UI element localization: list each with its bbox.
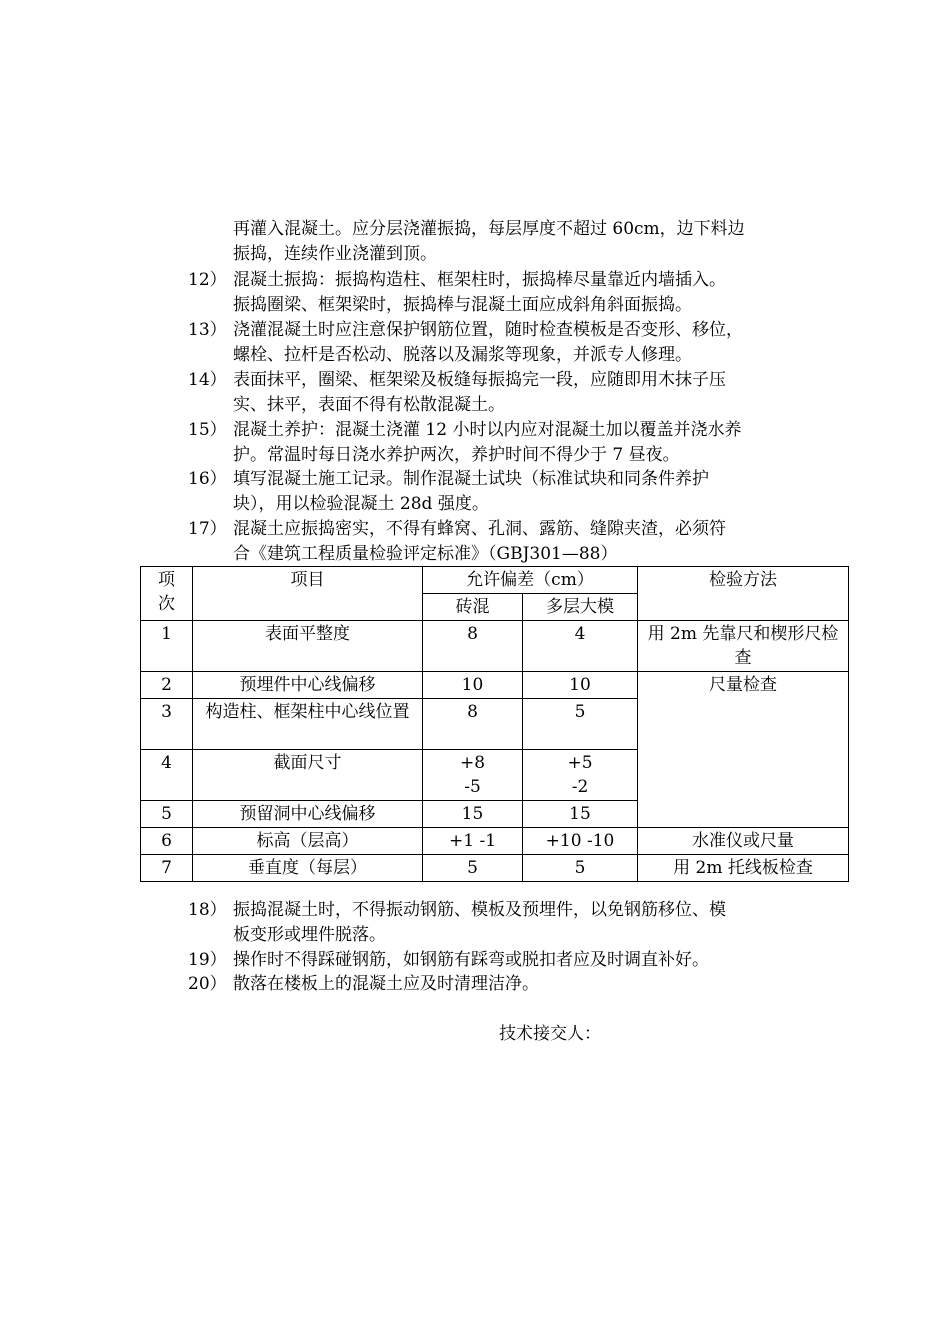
row-3-brick: 8 — [423, 699, 523, 750]
row-5-item: 预留洞中心线偏移 — [193, 801, 423, 828]
row-4-multi: +5 -2 — [523, 750, 638, 801]
row-3-multi: 5 — [523, 699, 638, 750]
item-12-number: 12） — [188, 270, 227, 290]
row-2-item: 预埋件中心线偏移 — [193, 672, 423, 699]
row-5-no: 5 — [141, 801, 193, 828]
signature-label: 技术接交人： — [499, 1024, 601, 1044]
table-row — [141, 855, 849, 882]
intro-line-2: 振捣，连续作业浇灌到顶。 — [233, 244, 437, 264]
row-1-brick: 8 — [423, 621, 523, 672]
item-16-line-1: 填写混凝土施工记录。制作混凝土试块（标准试块和同条件养护 — [233, 469, 709, 489]
row-1-method: 用 2m 先靠尺和楔形尺检查 — [638, 621, 849, 672]
item-12-line-1: 混凝土振捣：振捣构造柱、框架柱时，振捣棒尽量靠近内墙插入。 — [233, 270, 726, 290]
header-multi: 多层大模 — [523, 594, 638, 621]
item-17-number: 17） — [188, 519, 227, 539]
item-20-line-1: 散落在楼板上的混凝土应及时清理洁净。 — [233, 974, 539, 994]
row-7-brick: 5 — [423, 855, 523, 882]
item-14-number: 14） — [188, 370, 227, 390]
item-17-line-1: 混凝土应振捣密实，不得有蜂窝、孔洞、露筋、缝隙夹渣，必须符 — [233, 519, 726, 539]
item-19-number: 19） — [188, 950, 227, 970]
item-18-number: 18） — [188, 900, 227, 920]
item-14-line-1: 表面抹平，圈梁、框架梁及板缝每振捣完一段，应随即用木抹子压 — [233, 370, 726, 390]
header-no: 项 次 — [141, 567, 193, 621]
row-4-no: 4 — [141, 750, 193, 801]
item-13-number: 13） — [188, 320, 227, 340]
item-15-line-1: 混凝土养护：混凝土浇灌 12 小时以内应对混凝土加以覆盖并浇水养 — [233, 420, 742, 440]
item-18-line-1: 振捣混凝土时，不得振动钢筋、模板及预埋件，以免钢筋移位、模 — [233, 900, 726, 920]
header-method: 检验方法 — [638, 567, 849, 621]
row-6-item: 标高（层高） — [193, 828, 423, 855]
row-2-no: 2 — [141, 672, 193, 699]
row-6-brick: +1 -1 — [423, 828, 523, 855]
row-4-brick: +8 -5 — [423, 750, 523, 801]
item-17-line-2: 合《建筑工程质量检验评定标准》（GBJ301—88） — [233, 544, 618, 564]
row-2-brick: 10 — [423, 672, 523, 699]
intro-line-1: 再灌入混凝土。应分层浇灌振捣，每层厚度不超过 60cm，边下料边 — [233, 219, 745, 239]
item-12-line-2: 振捣圈梁、框架梁时，振捣棒与混凝土面应成斜角斜面振捣。 — [233, 295, 692, 315]
header-item: 项目 — [193, 567, 423, 621]
header-tolerance: 允许偏差（cm） — [423, 567, 638, 594]
table-row — [141, 828, 849, 855]
row-6-method: 水准仪或尺量 — [638, 828, 849, 855]
item-18-line-2: 板变形或埋件脱落。 — [233, 925, 386, 945]
item-15-line-2: 护。常温时每日浇水养护两次，养护时间不得少于 7 昼夜。 — [233, 445, 680, 465]
item-14-line-2: 实、抹平，表面不得有松散混凝土。 — [233, 395, 505, 415]
row-5-multi: 15 — [523, 801, 638, 828]
row-1-multi: 4 — [523, 621, 638, 672]
item-13-line-2: 螺栓、拉杆是否松动、脱落以及漏浆等现象，并派专人修理。 — [233, 345, 692, 365]
rows-2-5-method: 尺量检查 — [638, 672, 849, 828]
row-2-multi: 10 — [523, 672, 638, 699]
item-13-line-1: 浇灌混凝土时应注意保护钢筋位置，随时检查模板是否变形、移位， — [233, 320, 743, 340]
row-1-item: 表面平整度 — [193, 621, 423, 672]
row-7-no: 7 — [141, 855, 193, 882]
row-7-item: 垂直度（每层） — [193, 855, 423, 882]
row-5-brick: 15 — [423, 801, 523, 828]
tolerance-table — [140, 566, 849, 882]
row-7-multi: 5 — [523, 855, 638, 882]
row-6-no: 6 — [141, 828, 193, 855]
row-7-method: 用 2m 托线板检查 — [638, 855, 849, 882]
row-4-item: 截面尺寸 — [193, 750, 423, 801]
item-19-line-1: 操作时不得踩碰钢筋，如钢筋有踩弯或脱扣者应及时调直补好。 — [233, 950, 709, 970]
item-20-number: 20） — [188, 974, 227, 994]
item-15-number: 15） — [188, 420, 227, 440]
item-16-number: 16） — [188, 469, 227, 489]
table-row — [141, 672, 849, 699]
row-3-no: 3 — [141, 699, 193, 750]
row-1-no: 1 — [141, 621, 193, 672]
row-6-multi: +10 -10 — [523, 828, 638, 855]
item-16-line-2: 块），用以检验混凝土 28d 强度。 — [233, 494, 489, 514]
row-3-item: 构造柱、框架柱中心线位置 — [193, 699, 423, 750]
header-brick: 砖混 — [423, 594, 523, 621]
table-row — [141, 621, 849, 672]
